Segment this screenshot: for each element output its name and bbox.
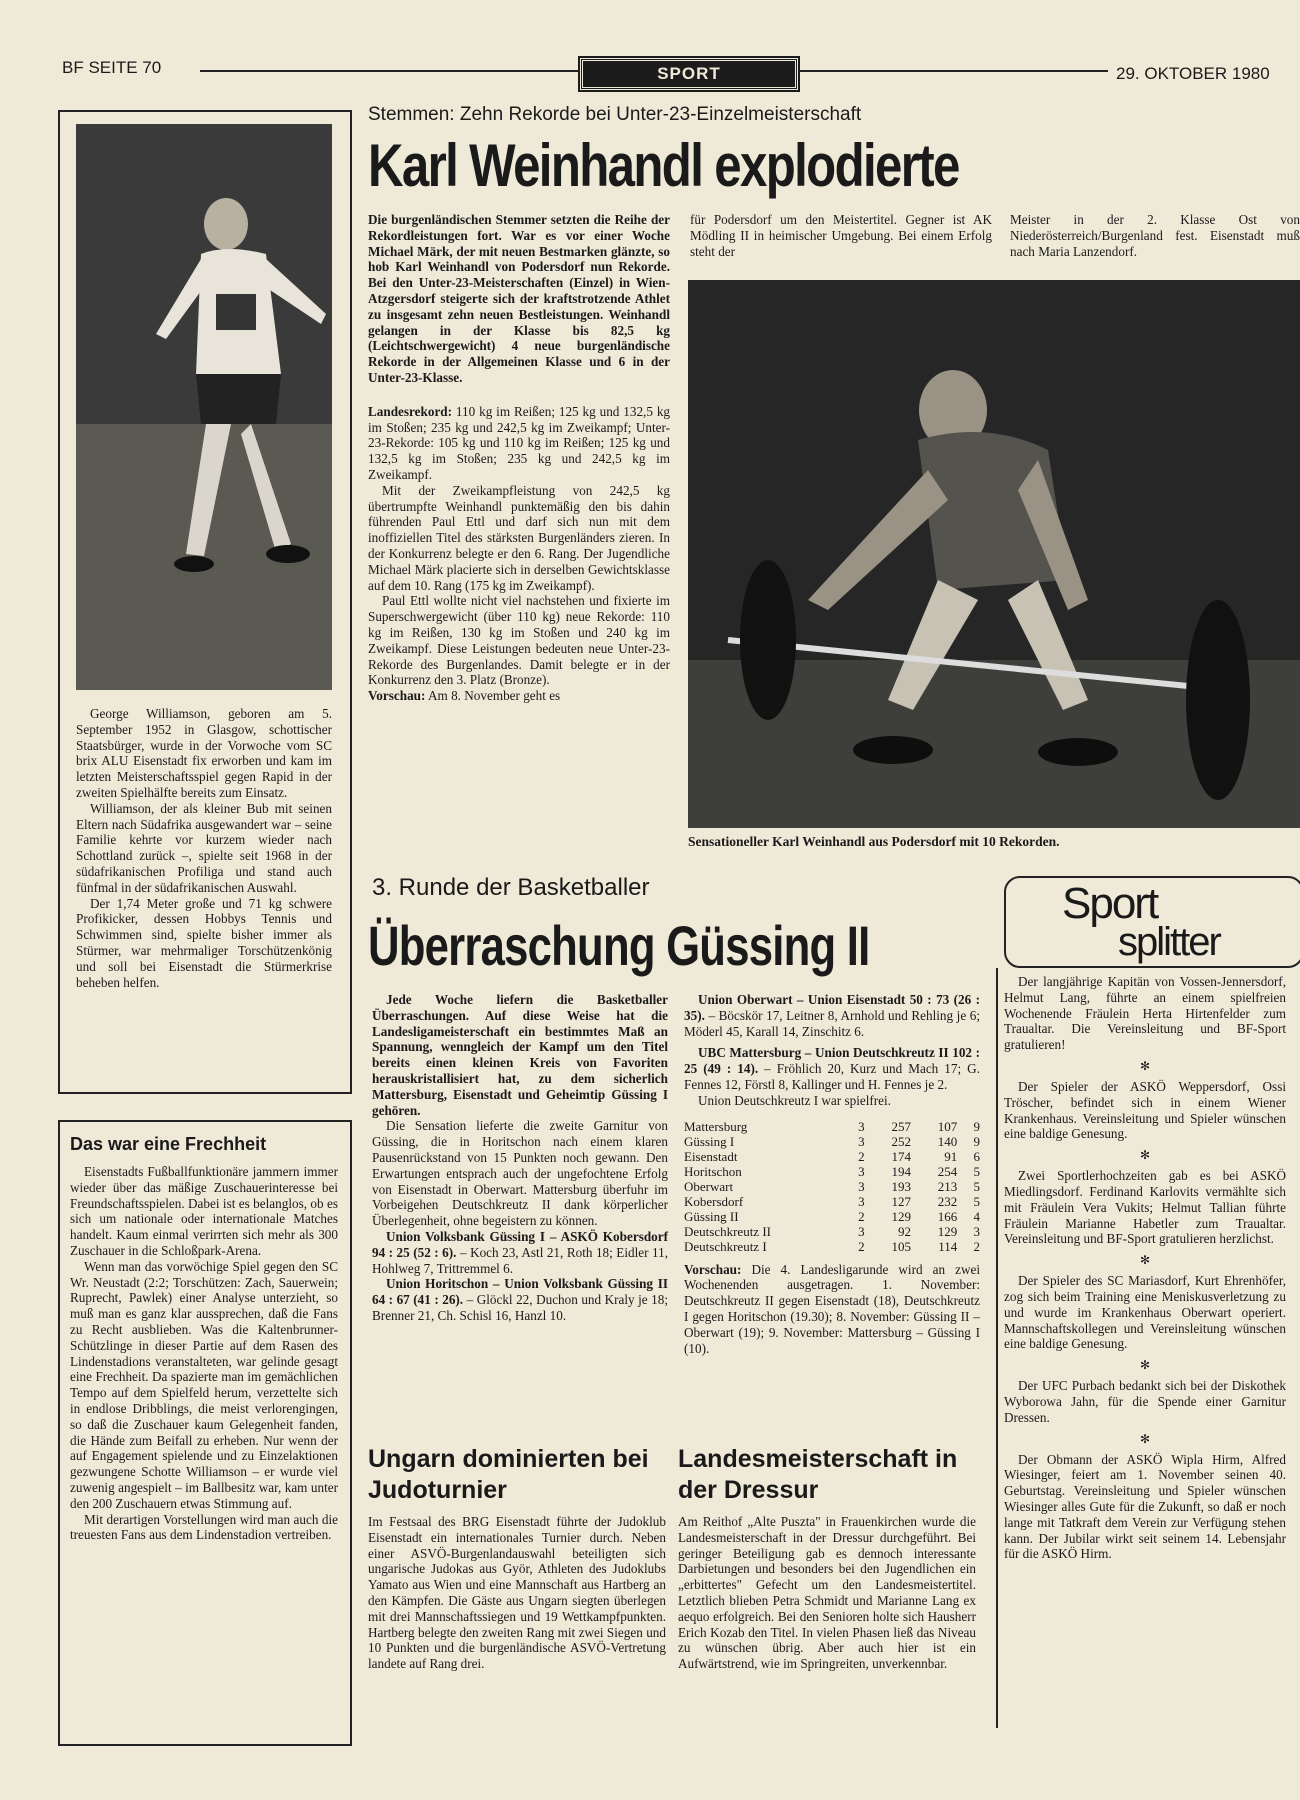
article-paragraph: Eisenstadts Fußballfunktionäre jammern immer wieder über das mäßige Zuschauerinteresse bei Freundschaftsspielen. Dabei ist es belanglos, ob es sich um nationale oder internationale Matches handelt. Kaum einmal verirrten sich mehr als 300 Zuschauer in die Schloßpark-Arena. bbox=[70, 1164, 338, 1258]
standings-points-for: 105 bbox=[891, 1238, 911, 1254]
standings-points-against: 232 bbox=[937, 1193, 958, 1209]
game-result-title: Union Oberwart – Union Eisenstadt 50 : 73 (26 : 35). bbox=[684, 992, 980, 1023]
article-paragraph: Paul Ettl wollte nicht viel nachstehen und fixierte im Superschwergewicht (über 110 kg) neue Rekorde: 110 kg im Reißen, 130 kg im Stoßen und 240 kg im Zweikampf. Diese Leistungen bedeuten neue Unter-23-Rekorde des Burgenlandes. Damit belegte er in der Konkurrenz den 3. Platz (Bronze). bbox=[368, 593, 670, 688]
game-result bbox=[372, 1229, 668, 1276]
standings-points-against: 140 bbox=[937, 1133, 958, 1149]
splitter-column-rule bbox=[996, 968, 998, 1728]
standings-row bbox=[684, 1119, 980, 1134]
dressur-headline: Landesmeisterschaft in der Dressur bbox=[678, 1445, 958, 1504]
standings-points: 5 bbox=[973, 1178, 980, 1194]
basketball-kicker: 3. Runde der Basketballer bbox=[372, 874, 650, 901]
game-result-title: Union Horitschon – Union Volksbank Güssing II 64 : 67 (41 : 26). bbox=[372, 1276, 668, 1308]
standings-team: Deutschkreutz II bbox=[684, 1223, 771, 1239]
williamson-photo bbox=[76, 124, 332, 690]
section-badge bbox=[580, 58, 798, 90]
rekord-paragraph bbox=[368, 404, 670, 483]
standings-points-for: 194 bbox=[891, 1163, 911, 1179]
splitter-title-line1: Sport bbox=[1062, 879, 1158, 928]
standings-row bbox=[684, 1164, 980, 1179]
standings-games: 3 bbox=[858, 1118, 865, 1134]
basketball-col1 bbox=[372, 992, 668, 1324]
article-paragraph: Im Festsaal des BRG Eisenstadt führte der Judoklub Eisenstadt ein internationales Turnier durch. Neben einer ASVÖ-Burgenlandauswahl beteiligten sich ungarische Judokas aus Györ, Athleten des Judoklubs Yamato aus Wien und eine Mannschaft aus Hartberg an den Kämpfen. Die Gäste aus Ungarn siegten überlegen mit drei Mannschaftssiegen und 19 Wettkampfpunkten. Hartberg belegte den zweiten Rang mit zwei Siegen und 10 Punkten und die burgenländische ASVÖ-Vertretung landete auf Rang drei. bbox=[368, 1514, 666, 1672]
standings-row bbox=[684, 1209, 980, 1224]
splitter-item: Der Obmann der ASKÖ Wipla Hirm, Alfred Wiesinger, feiert am 1. November seinen 40. Geburtstag. Vereinsleitung und Spieler wünschen Wiesinger alles Gute für die Zukunft, so daß er noch lange mit Tatkraft dem Verein zur Verfügung stehen kann. Der Jubilar wirkt seit seinem 14. Lebensjahr für die ASKÖ Hirm. bbox=[1004, 1451, 1286, 1562]
footballer-illustration bbox=[76, 124, 332, 690]
game-result-scorers: – Böcskör 17, Leitner 8, Arnhold und Rehling je 6; Möderl 45, Karall 14, Zinschitz 6. bbox=[684, 1007, 980, 1039]
standings-games: 2 bbox=[858, 1238, 865, 1254]
splitter-item: Der Spieler des SC Mariasdorf, Kurt Ehrenhöfer, zog sich beim Training eine Meniskusverletzung zu und wurde im Krankenhaus Oberwart operiert. Mannschaftskollegen und Vereinsleitung wünschen eine baldige Genesung. bbox=[1004, 1273, 1286, 1352]
article-paragraph: Mit derartigen Vorstellungen wird man auch die treuesten Fans aus dem Lindenstadion vertreiben. bbox=[70, 1511, 338, 1543]
standings-team: Horitschon bbox=[684, 1163, 742, 1179]
standings-points-for: 174 bbox=[891, 1148, 911, 1164]
game-result-title: Union Volksbank Güssing I – ASKÖ Kobersdorf 94 : 25 (52 : 6). bbox=[372, 1228, 668, 1260]
weinhandl-headline: Karl Weinhandl explodierte bbox=[368, 132, 959, 199]
standings-points-against: 114 bbox=[938, 1238, 958, 1254]
separator-star-icon: ✻ bbox=[1139, 1431, 1151, 1446]
article-paragraph: Am Reithof „Alte Puszta" in Frauenkirchen wurde die Landesmeisterschaft in der Dressur durchgeführt. Bei geringer Beteiligung gab es dennoch interessante Darbietungen und besonders bei den Jugendlichen ein „erbittertes" Gefecht um den Landesmeistertitel. Letztlich blieben Petra Schmidt und Marianne Lang ex aequo erfolgreich. Bei den Senioren holte sich Hausherr Erich Kozab den Titel. In vielen Phasen ließ das Niveau zu wünschen übrig. Aber auch hier ist ein Aufwärtstrend, wie im Springreiten, unverkennbar. bbox=[678, 1514, 976, 1672]
standings-row bbox=[684, 1194, 980, 1209]
frechheit-title: Das war eine Frechheit bbox=[70, 1134, 267, 1154]
dressur-text bbox=[678, 1514, 976, 1672]
standings-team: Kobersdorf bbox=[684, 1193, 744, 1209]
lead-paragraph: Jede Woche liefern die Basketballer Überraschungen. Auf diese Weise hat die Landesligameisterschaft ein bestimmtes Maß an Spannung, wenngleich der Kampf um den Titel bereits einen kleinen Kreis von Favoriten herauskristallisiert hat, zu dem sicherlich Mattersburg, Eisenstadt und Geheimtip Güssing I gehören. bbox=[372, 992, 668, 1118]
weinhandl-kicker: Stemmen: Zehn Rekorde bei Unter-23-Einzelmeisterschaft bbox=[368, 104, 862, 125]
caption-paragraph: Der 1,74 Meter große und 71 kg schwere Profikicker, dessen Hobbys Tennis und Schwimmen sind, spielte bisher immer als Stürmer, war mehrmaliger Torschützenkönig und soll bei Eisenstadt die Stürmerkrise beheben helfen. bbox=[76, 895, 332, 990]
separator-star-icon: ✻ bbox=[1139, 1058, 1151, 1073]
masthead-rule-left bbox=[200, 70, 580, 72]
standings-table bbox=[684, 1119, 980, 1254]
game-result-scorers: – Koch 23, Astl 21, Roth 18; Eidler 11, Hohlweg 7, Trittremmel 6. bbox=[372, 1244, 669, 1276]
standings-points: 9 bbox=[973, 1118, 980, 1134]
vorschau-label: Vorschau: bbox=[684, 1261, 742, 1277]
standings-points: 3 bbox=[973, 1223, 980, 1239]
standings-team: Deutschkreutz I bbox=[684, 1238, 767, 1254]
standings-team: Eisenstadt bbox=[684, 1148, 738, 1164]
splitter-item: Der Spieler der ASKÖ Weppersdorf, Ossi Tröscher, befindet sich in einem Wiener Krankenhaus. Vereinsleitung und Spieler wünschen eine baldige Genesung. bbox=[1004, 1078, 1286, 1142]
standings-points-for: 127 bbox=[891, 1193, 911, 1209]
standings-row bbox=[684, 1224, 980, 1239]
standings-points-against: 129 bbox=[937, 1223, 958, 1239]
standings-points: 9 bbox=[973, 1133, 980, 1149]
standings-points: 5 bbox=[973, 1193, 980, 1209]
standings-games: 3 bbox=[858, 1163, 865, 1179]
rekord-text: 110 kg im Reißen; 125 kg und 132,5 kg im Stoßen; 235 kg und 242,5 kg im Zweikampf; Unter-23-Rekorde: 105 kg und 110 kg im Reißen; 125 kg und 132,5 kg im Stoßen; 235 kg und 242,5 kg im Zweikampf. bbox=[368, 403, 671, 482]
standings-points-for: 252 bbox=[891, 1133, 911, 1149]
standings-points-for: 257 bbox=[891, 1118, 911, 1134]
separator-star-icon: ✻ bbox=[1139, 1253, 1151, 1268]
standings-team: Güssing I bbox=[684, 1133, 735, 1149]
standings-points: 4 bbox=[973, 1208, 980, 1224]
standings-games: 2 bbox=[858, 1148, 865, 1164]
separator-star-icon: ✻ bbox=[1139, 1148, 1151, 1163]
bye-note: Union Deutschkreutz I war spielfrei. bbox=[698, 1092, 891, 1108]
judo-text bbox=[368, 1514, 666, 1672]
masthead-rule-right bbox=[798, 70, 1108, 72]
standings-points-against: 107 bbox=[937, 1118, 958, 1134]
game-result-scorers: – Glöckl 22, Duchon und Kraly je 18; Brenner 21, Ch. Schisl 16, Hanzl 10. bbox=[372, 1292, 668, 1323]
standings-games: 3 bbox=[858, 1223, 865, 1239]
splitter-item: Der langjährige Kapitän von Vossen-Jennersdorf, Helmut Lang, führte an einem spielfreien Wochenende Fräulein Herta Hirtenfelder zum Traualtar. Die Vereinsleitung und BF-Sport gratulieren! bbox=[1004, 974, 1286, 1053]
standings-team: Oberwart bbox=[684, 1178, 734, 1194]
rekord-label: Landesrekord: bbox=[368, 403, 453, 419]
article-paragraph: Die Sensation lieferte die zweite Garnitur von Güssing, die in Horitschon nach einem klaren Pausenrückstand von 15 Punkten noch gewann. Den Erwartungen entsprach auch der ungefochtene Erfolg von Eisenstadt in Oberwart. Mattersburg überfuhr im Vorbeigehen Deutschkreutz II dank körperlicher Überlegenheit, ohne begeistern zu können. bbox=[372, 1118, 668, 1229]
standings-row bbox=[684, 1149, 980, 1164]
vorschau-paragraph bbox=[684, 1262, 980, 1357]
splitter-title-box bbox=[1004, 876, 1300, 968]
standings-points-against: 91 bbox=[944, 1148, 958, 1164]
williamson-caption bbox=[76, 706, 332, 990]
game-result-title: UBC Mattersburg – Union Deutschkreutz II 102 : 25 (49 : 14). bbox=[684, 1045, 980, 1077]
standings-games: 3 bbox=[858, 1133, 865, 1149]
game-result bbox=[684, 1045, 980, 1092]
weinhandl-col3: für Podersdorf um den Meistertitel. Gegner ist AK Mödling II in heimischer Umgebung. Bei einem Erfolg steht der bbox=[690, 212, 992, 259]
frechheit-box bbox=[58, 1120, 352, 1746]
page-number: BF SEITE 70 bbox=[62, 58, 162, 77]
weinhandl-photo-caption: Sensationeller Karl Weinhandl aus Podersdorf mit 10 Rekorden. bbox=[688, 834, 1060, 849]
section-label: SPORT bbox=[657, 64, 721, 83]
basketball-col2 bbox=[684, 992, 980, 1356]
standings-points: 2 bbox=[973, 1238, 980, 1254]
splitter-item: Zwei Sportlerhochzeiten gab es bei ASKÖ Miedlingsdorf. Ferdinand Karlovits vermählte sich mit Fräulein Vera Vukits; Helmut Tallian führte Fräulein Marianne Habetler zum Traualtar. Vereinsleitung und BF-Sport gratulieren herzlichst. bbox=[1004, 1168, 1286, 1247]
splitter-title-line2: splitter bbox=[1118, 920, 1220, 964]
standings-points: 5 bbox=[973, 1163, 980, 1179]
judo-headline: Ungarn dominierten bei Judoturnier bbox=[368, 1445, 649, 1504]
article-paragraph: Wenn man das vorwöchige Spiel gegen den SC Wr. Neustadt (2:2; Torschützen: Zach, Sauerwein; Ruprecht, Pawlek) einer Analyse unterzieht, so muß man es ganz klar aussprechen, daß die Fans zu Recht ausblieben. Was die Kaltenbrunner-Schützlinge in dieser Partie auf dem Rasen des Lindenstadions veranstalteten, war gelinde gesagt eine Frechheit. Da spazierte man im gemächlichen Tempo auf dem Spielfeld herum, verzettelte sich in endlose Dribblings, die meist verlorengingen, so daß die Zuschauer kaum Gelegenheit fanden, die Hände zum Beifall zu erheben. Nur wenn der auf Engagement spielende und zu Einzelaktionen gezwungene Schotte Williamson – er wurde viel zuwenig angespielt – im Ballbesitz war, kam unter den 200 Zuschauern etwas Stimmung auf. bbox=[70, 1258, 338, 1511]
weinhandl-col4: Meister in der 2. Klasse Ost von Niederösterreich/Burgenland fest. Eisenstadt muß nach Maria Lanzendorf. bbox=[1010, 212, 1300, 259]
standings-points-against: 213 bbox=[937, 1178, 958, 1194]
caption-paragraph: George Williamson, geboren am 5. September 1952 in Glasgow, schottischer Staatsbürger, wurde in der Vorwoche vom SC brix ALU Eisenstadt fix erworben und kam im letzten Meisterschaftsspiel gegen Rapid in der zweiten Spielhälfte bereits zum Einsatz. bbox=[76, 706, 332, 800]
vorschau-paragraph bbox=[368, 688, 670, 704]
standings-points: 6 bbox=[973, 1148, 980, 1164]
separator-star-icon: ✻ bbox=[1139, 1358, 1151, 1373]
article-paragraph: Mit der Zweikampfleistung von 242,5 kg übertrumpfte Weinhandl punktemäßig den bis dahin führenden Paul Ettl und darf sich nun mit dem inoffiziellen Titel des stärksten Burgenländers zieren. In der Konkurrenz belegte er den 6. Rang. Der Jugendliche Michael Märk placierte sich in derselben Gewichtsklasse auf dem 10. Rang (175 kg im Zweikampf). bbox=[368, 482, 670, 593]
issue-date: 29. OKTOBER 1980 bbox=[1116, 64, 1270, 83]
splitter-item: Der UFC Purbach bedankt sich bei der Diskothek Wyborowa Jahn, für die Spende einer Garnitur Dressen. bbox=[1004, 1378, 1286, 1425]
standings-points-against: 254 bbox=[937, 1163, 958, 1179]
weightlifter-illustration bbox=[688, 280, 1300, 828]
standings-points-for: 129 bbox=[891, 1208, 911, 1224]
weinhandl-col1 bbox=[368, 212, 670, 704]
game-result-scorers: – Fröhlich 20, Kurz und Mach 17; G. Fennes 12, Förstl 8, Kallinger und H. Fennes je 2. bbox=[684, 1061, 980, 1092]
vorschau-label: Vorschau: bbox=[368, 688, 426, 704]
vorschau-text: Am 8. November geht es bbox=[427, 688, 561, 704]
game-result bbox=[372, 1276, 668, 1323]
williamson-box bbox=[58, 110, 352, 1094]
basketball-headline: Überraschung Güssing II bbox=[368, 914, 870, 977]
lead-paragraph: Die burgenländischen Stemmer setzten die Reihe der Rekordleistungen fort. War es vor einer Woche Michael Märk, der mit neuen Bestmarken glänzte, so hob Karl Weinhandl von Podersdorf nun Rekorde. Bei den Unter-23-Meisterschaften (Einzel) in Wien-Atzgersdorf steigerte sich der kraftstrotzende Athlet zu insgesamt zehn neuen Bestleistungen. Weinhandl gelangen in der Klasse bis 82,5 kg (Leichtschwergewicht) 4 neue burgenländische Rekorde in der Allgemeinen Klasse und 6 in der Unter-23-Klasse. bbox=[368, 212, 670, 385]
standings-games: 3 bbox=[858, 1178, 865, 1194]
standings-row bbox=[684, 1239, 980, 1254]
standings-row bbox=[684, 1134, 980, 1149]
frechheit-text bbox=[70, 1164, 338, 1543]
standings-points-for: 193 bbox=[891, 1178, 911, 1194]
standings-row bbox=[684, 1179, 980, 1194]
standings-games: 3 bbox=[858, 1193, 865, 1209]
game-result bbox=[684, 992, 980, 1039]
standings-points-for: 92 bbox=[897, 1223, 911, 1239]
standings-team: Mattersburg bbox=[684, 1118, 748, 1134]
standings-team: Güssing II bbox=[684, 1208, 739, 1224]
splitter-column bbox=[1004, 974, 1286, 1562]
standings-points-against: 166 bbox=[937, 1208, 958, 1224]
caption-paragraph: Williamson, der als kleiner Bub mit seinen Eltern nach Südafrika ausgewandert war – seine Familie kehrte vor kurzem wieder nach Schottland zurück –, spielte seit 1968 in der südafrikanischen Profiliga und stand auch fünfmal in der südafrikanischen Auswahl. bbox=[76, 800, 332, 895]
standings-games: 2 bbox=[858, 1208, 865, 1224]
weinhandl-photo bbox=[688, 280, 1300, 828]
vorschau-text: Die 4. Landesligarunde wird an zwei Wochenenden ausgetragen. 1. November: Deutschkreutz II gegen Eisenstadt (18), Deutschkreutz I gegen Horitschon (19.30); 8. November: Güssing II – Oberwart (19); 9. November: Mattersburg – Güssing I (10). bbox=[684, 1261, 981, 1356]
